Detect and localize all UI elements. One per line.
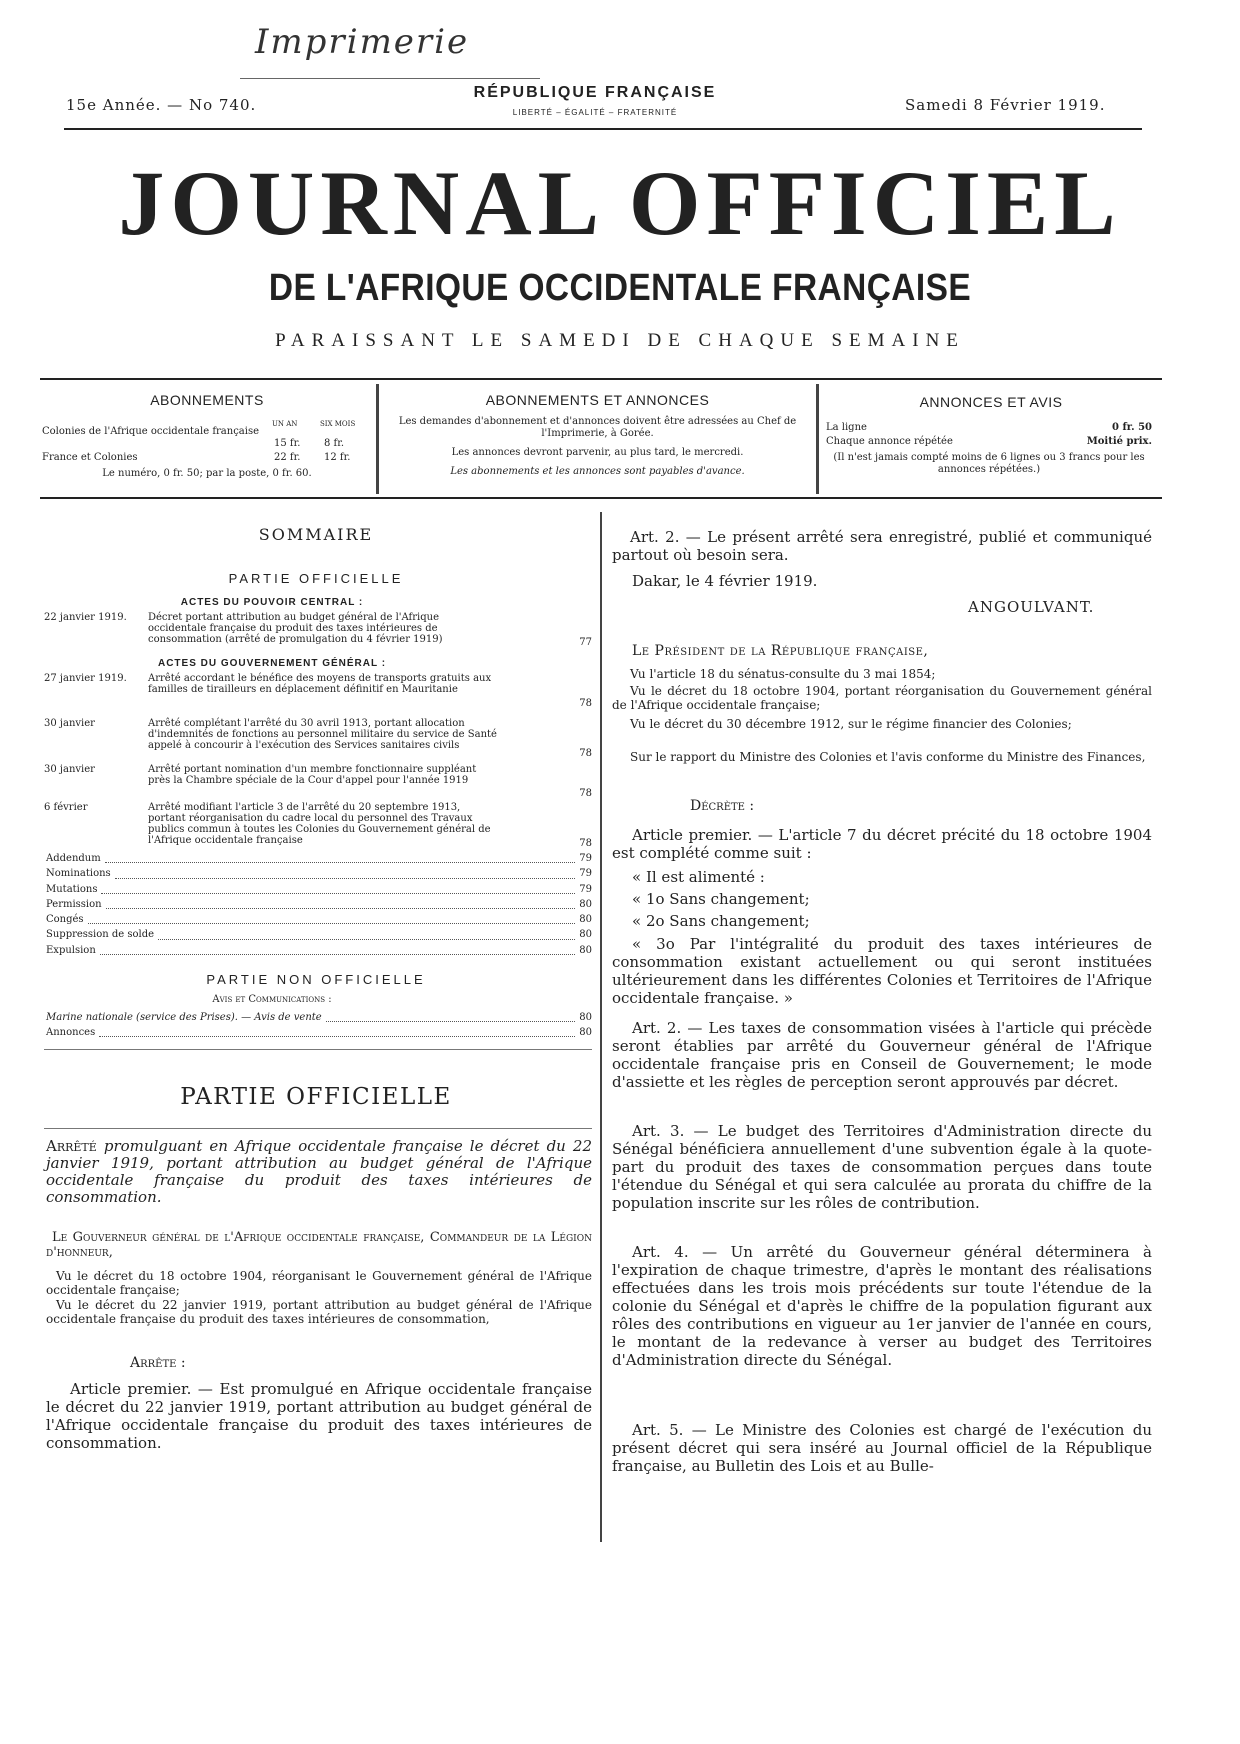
toc-misc-label: Expulsion [46,944,96,956]
rate-france-six: 12 fr. [324,452,351,463]
toc-date: 30 janvier [44,718,95,729]
toc-page: 78 [579,748,592,759]
toc-entry-general-4[interactable] [44,802,592,848]
right-article-2: Art. 2. — Les taxes de consommation visées à l'article qui précède seront établies par arrêté du Gouverneur général de l'Afrique occidentale française pris en Conseil de Gouvernement; le mode d'assiette et les règles de perception seront approuvés par décret. [612,1019,1152,1091]
toc-date: 6 février [44,802,88,813]
toc-text: Arrêté accordant le bénéfice des moyens de transports gratuits aux familles de tirailleurs en déplacement définitif en Mauritanie [148,673,492,695]
rate-colonies-six: 8 fr. [324,438,345,449]
place-date: Dakar, le 4 février 1919. [632,572,818,590]
toc-misc-label: Nominations [46,868,111,880]
subscriptions-heading: ABONNEMENTS [150,392,264,408]
toc-leader [106,897,576,909]
sommaire-part-officielle: PARTIE OFFICIELLE [228,571,404,586]
toc-page: 80 [579,929,592,941]
toc-text: Arrêté portant nomination d'un membre fonctionnaire suppléant près la Chambre spéciale de la Cour d'appel pour l'année 1919 [148,764,477,786]
right-article-5: Art. 5. — Le Ministre des Colonies est chargé de l'exécution du présent décret qui sera inséré au Journal officiel de la République française, au Bulletin des Lois et au Bulle- [612,1421,1152,1475]
toc-entry-general-2[interactable] [44,718,592,758]
sommaire-part-non-officielle: PARTIE NON OFFICIELLE [206,972,426,987]
col-one-year: UN AN [272,420,298,428]
republic-motto: LIBERTÉ – ÉGALITÉ – FRATERNITÉ [512,108,678,117]
toc-misc-label: Permission [46,898,102,910]
repeat-rate-value: Moitié prix. [1086,436,1152,447]
col-six-months: SIX MOIS [320,420,356,428]
toc-page: 78 [579,838,592,849]
rate-colonies-year: 15 fr. [274,438,301,449]
left-vu-2: Vu le décret du 22 janvier 1919, portant attribution au budget général de l'Afrique occidentale française du produit des taxes intérieures de consommation, [46,1298,592,1326]
toc-text: Décret portant attribution au budget général de l'Afrique occidentale française du produit des taxes intérieures de consommation (arrêté de promulgation du 4 février 1919) [148,612,443,645]
annotation-underline [240,78,540,79]
toc-misc-item[interactable] [46,897,592,912]
toc-page: 80 [579,944,592,956]
subscription-divider-right [816,384,819,494]
sommaire-central-heading: ACTES DU POUVOIR CENTRAL : [180,597,364,608]
toc-misc-item[interactable] [46,882,592,897]
toc-date: 30 janvier [44,764,95,775]
toc-leader [101,882,575,894]
quote-4: « 3o Par l'intégralité du produit des taxes intérieures de consommation existant actuellement ou qui seront instituées ultérieurement dans les différentes Colonies et Territoires de l'Afrique occidentale française. » [612,935,1152,1007]
toc-leader [88,912,576,924]
toc-leader [100,943,575,955]
toc-page: 79 [579,883,592,895]
governor-heading: Le Gouverneur général de l'Afrique occidentale française, Commandeur de la Légion d'honneur, [46,1230,592,1260]
journal-subtitle: DE L'AFRIQUE OCCIDENTALE FRANÇAISE [268,267,972,309]
right-art-2: Art. 2. — Le présent arrêté sera enregistré, publié et communiqué partout où besoin sera. [612,528,1152,564]
subscriptions-middle [385,384,810,478]
toc-page: 80 [579,914,592,926]
partie-officielle-title: PARTIE OFFICIELLE [180,1084,452,1110]
right-vu-4: Sur le rapport du Ministre des Colonies et l'avis conforme du Ministre des Finances, [630,750,1146,764]
arrete-title-text: promulguant en Afrique occidentale française le décret du 22 janvier 1919, portant attribution au budget général de l'Afrique occidentale française du produit des taxes intérieures de consommation. [46,1137,592,1206]
line-rate-value: 0 fr. 50 [1112,422,1152,433]
toc-entry-general-3[interactable] [44,764,592,800]
toc-date: 22 janvier 1919. [44,612,127,623]
left-article-1: Article premier. — Est promulgué en Afrique occidentale française le décret du 22 janvier 1919, portant attribution au budget général de l'Afrique occidentale française du produit des taxes intérieures de consommation. [46,1380,592,1452]
journal-title: JOURNAL OFFICIEL [118,152,1122,254]
header-rule [64,128,1142,130]
handwritten-annotation: Imprimerie [255,22,470,62]
toc-text: Arrêté complétant l'arrêté du 30 avril 1913, portant allocation d'indemnités de fonctions au personnel militaire du service de Santé appelé à concourir à l'exécution des Services sanitaires civils [148,718,497,751]
right-article-3: Art. 3. — Le budget des Territoires d'Administration directe du Sénégal bénéficiera annuellement d'une subvention égale à la quote-part du produit des taxes de consommation perçues dans toute l'étendue du Sénégal et qui sera calculée au prorata du chiffre de la population inscrite sur les rôles de contribution. [612,1122,1152,1212]
toc-misc-item[interactable] [46,866,592,881]
toc-leader [158,927,575,939]
payment-note: Les abonnements et les annonces sont payables d'avance. [450,466,745,477]
subscription-divider-left [376,384,379,494]
toc-page: 79 [579,868,592,880]
issue-number: 15e Année. — No 740. [66,96,257,114]
right-vu-3: Vu le décret du 30 décembre 1912, sur le régime financier des Colonies; [630,717,1072,731]
right-article-4: Art. 4. — Un arrêté du Gouverneur général déterminera à l'expiration de chaque trimestre, d'après le montant des réalisations effectuées dans les trois mois précédents sur toute l'étendue de la colonie du Sénégal et d'après le chiffre de la population figurant aux rôles des contributions en vigueur au 1er janvier de l'année en cours, le montant de la redevance à verser au budget des Territoires d'Administration directe du Sénégal. [612,1243,1152,1369]
left-vu-1: Vu le décret du 18 octobre 1904, réorganisant le Gouvernement général de l'Afrique occidentale française; [46,1269,592,1297]
publication-frequency: PARAISSANT LE SAMEDI DE CHAQUE SEMAINE [275,330,965,351]
toc-page: 79 [579,853,592,864]
toc-leader [115,866,576,878]
toc-misc-label: Annonces [46,1027,96,1038]
toc-misc-item[interactable] [46,943,592,958]
right-vu-1: Vu l'article 18 du sénatus-consulte du 3 mai 1854; [630,667,936,681]
minimum-lines-note: (Il n'est jamais compté moins de 6 lignes ou 3 francs pour les annonces répétées.) [833,452,1145,475]
subscriptions-announcements-heading: ABONNEMENTS ET ANNONCES [485,392,710,408]
sommaire-title: SOMMAIRE [258,525,374,544]
quote-3: « 2o Sans changement; [632,912,810,930]
column-divider [600,512,602,1542]
partie-officielle-rule [44,1128,592,1129]
subscriptions-left [42,384,372,486]
sommaire-bottom-rule [44,1049,592,1050]
quote-2: « 1o Sans changement; [632,890,810,908]
decrete-label: Décrète : [690,798,755,814]
issue-price-note: Le numéro, 0 fr. 50; par la poste, 0 fr. 60. [102,468,312,479]
arrete-title [46,1138,592,1206]
subscriptions-right [826,384,1156,486]
toc-page: 80 [579,1027,592,1038]
arrete-lead: Arrêté [46,1137,97,1155]
toc-entry-general-1[interactable] [44,673,592,709]
toc-misc-item[interactable] [46,912,592,927]
toc-page: 80 [579,1012,592,1023]
toc-page: 80 [579,898,592,910]
toc-misc-label: Congés [46,914,84,926]
toc-misc-label: Mutations [46,883,98,895]
quote-1: « Il est alimenté : [632,868,765,886]
right-article-1: Article premier. — L'article 7 du décret précité du 18 octobre 1904 est complété comme suit : [612,826,1152,862]
toc-misc-item[interactable] [46,927,592,942]
toc-entry-central-1[interactable] [44,612,592,648]
announcement-deadline: Les annonces devront parvenir, au plus tard, le mercredi. [451,447,744,458]
signature: ANGOULVANT. [968,598,1095,616]
toc-misc-label: Addendum [46,853,101,864]
toc-misc2-item[interactable] [46,1025,592,1040]
sommaire-avis-heading: Avis et Communications : [212,994,332,1005]
toc-misc2-list [46,1010,592,1040]
toc-text: Arrêté modifiant l'article 3 de l'arrêté du 20 septembre 1913, portant réorganisation du cadre local du personnel des Travaux publics commun à toutes les Colonies du Gouvernement général de l'Afrique occidentale française [148,802,491,846]
toc-page: 77 [579,637,592,648]
rate-france-year: 22 fr. [274,452,301,463]
toc-leader [105,851,576,863]
line-rate-label: La ligne [826,422,867,433]
toc-misc-item[interactable] [46,851,592,866]
toc-misc2-item[interactable] [46,1010,592,1025]
subscription-address: Les demandes d'abonnement et d'annonces doivent être adressées au Chef de l'Imprimerie, à Gorée. [398,416,797,439]
subscription-top-rule [40,378,1162,380]
right-vu-2: Vu le décret du 18 octobre 1904, portant réorganisation du Gouvernement général de l'Afrique occidentale française; [612,684,1152,712]
toc-misc-label: Suppression de solde [46,929,155,941]
issue-date: Samedi 8 Février 1919. [905,96,1106,114]
subscription-bottom-rule [40,497,1162,499]
toc-leader [99,1025,575,1037]
toc-misc-list [46,851,592,958]
rate-label-colonies: Colonies de l'Afrique occidentale française [42,426,260,437]
rate-label-france: France et Colonies [42,452,138,463]
toc-page: 78 [579,698,592,709]
notices-heading: ANNONCES ET AVIS [919,394,1063,410]
president-heading: Le Président de la République française, [632,643,929,659]
toc-date: 27 janvier 1919. [44,673,127,684]
repeat-rate-label: Chaque annonce répétée [826,436,953,447]
republic-label: RÉPUBLIQUE FRANÇAISE [473,84,717,101]
sommaire-general-heading: ACTES DU GOUVERNEMENT GÉNÉRAL : [157,658,387,669]
toc-page: 78 [579,788,592,799]
toc-leader [326,1010,576,1022]
arrete-label: Arrête : [130,1355,186,1371]
toc-misc-label: Marine nationale (service des Prises). — Avis de vente [46,1012,322,1023]
